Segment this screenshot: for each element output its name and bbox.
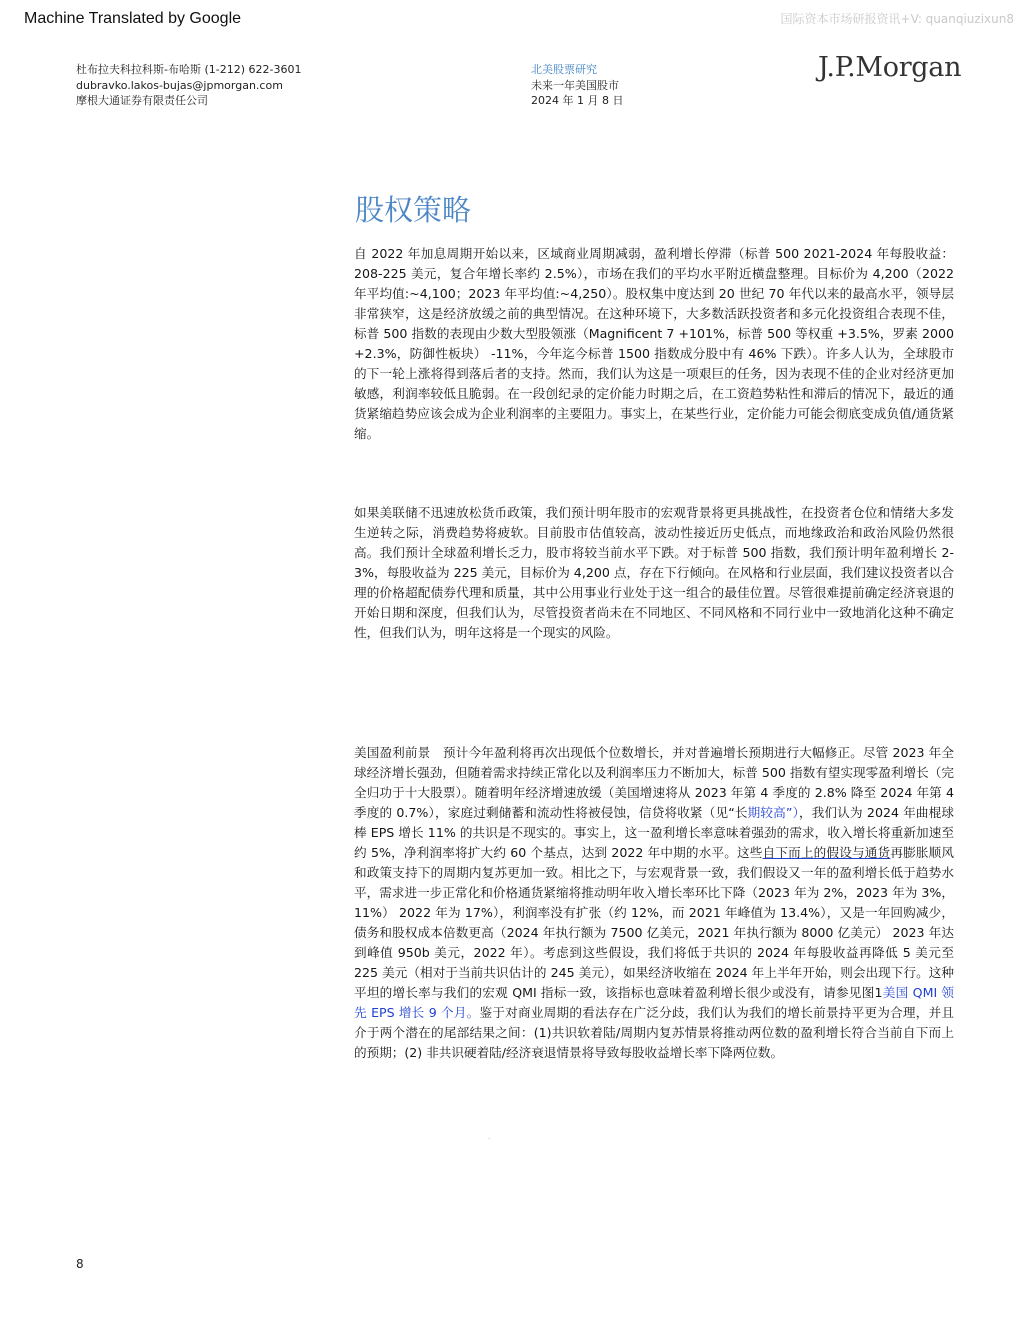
- link-higher-for-longer[interactable]: 期较高”）: [747, 805, 800, 820]
- stray-mark: .: [488, 1132, 491, 1141]
- section-title: 股权策略: [355, 193, 472, 227]
- body-paragraph-1: 自 2022 年加息周期开始以来，区域商业周期减弱，盈利增长停滞（标普 500 2021-2024 年每股收益：208-225 美元，复合年增长率约 2.5%），市场在我们的平均水平附近横盘整理。目标价为 4,200（2022 年平均值:~4,100；2023 年平均值:~4,250）。股权集中度达到 20 世纪 70 年代以来的最高水平，领导层非常狭窄，这是经济放缓之前的典型情况。在这种环境下，大多数活跃投资者和多元化投资组合表现不佳，标普 500 指数的表现由少数大型股领涨（Magnificent 7 +101%，标普 500 等权重 +3.5%，罗素 2000 +2.3%，防御性板块） -11%，今年迄今标普 1500 指数成分股中有 46% 下跌）。许多人认为，全球股市的下一轮上涨将得到落后者的支持。然而，我们认为这是一项艰巨的任务，因为表现不佳的企业对经济更加敏感，利润率较低且脆弱。在一段创纪录的定价能力时期之后，在工资趋势粘性和滞后的情况下，最近的通货紧缩趋势应该会成为企业利润率的主要阻力。事实上，在某些行业，定价能力可能会彻底变成负值/通货紧缩。: [354, 246, 954, 441]
- paragraph-text: 美国盈利前景 预计今年盈利将再次出现低个位数增长，并对普遍增长预期进行大幅修正。尽管 2023 年全球经济增长强劲，但随着需求持续正常化以及利润率压力不断加大，标普 500 指数有望实现零盈利增长（完全归功于十大股票）。随着明年经济增速放缓（美国增速将从 2023 年第 4 季度的 2.8% 降至 2024 年第 4 季度的 0.7%），家庭过剩储蓄和流动性将被侵蚀，信贷将收紧（见“长: [354, 745, 954, 820]
- author-name-phone: 杜布拉夫科拉科斯-布哈斯 (1-212) 622-3601: [76, 63, 302, 76]
- link-figure-qmi-eps[interactable]: 美国 QMI 领先 EPS 增长 9 个月。: [354, 985, 955, 1020]
- report-info-block: [531, 62, 623, 109]
- report-title: 未来一年美国股市: [531, 78, 619, 92]
- paragraph-text: 再膨胀顺风和政策支持下的周期内复苏更加一致。相比之下，与宏观背景一致，我们假设又一年的盈利增长低于趋势水平，需求进一步正常化和价格通货紧缩将推动明年收入增长率环比下降（2023 年为 2%，2023 年为 3%，11%） 2022 年为 17%），利润率没有扩张（约 12%，而 2021 年峰值为 13.4%），又是一年回购减少，债务和股权成本倍数更高（2024 年执行额为 7500 亿美元，2021 年执行额为 8000 亿美元） 2023 年达到峰值 950b 美元，2022 年）。考虑到这些假设，我们将低于共识的 2024 年每股收益再降低 5 美元至 225 美元（相对于当前共识估计的 245 美元），如果经济收缩在 2024 年上半年开始，则会出现下行。这种平坦的增长率与我们的宏观 QMI 指标一致，该指标也意味着盈利增长很少或没有，请参见图1: [354, 845, 955, 1000]
- report-date: 2024 年 1 月 8 日: [531, 94, 624, 107]
- author-company: 摩根大通证券有限责任公司: [76, 94, 208, 107]
- paragraph-text: ，我们认为 2024 年曲棍球棒 EPS 增长 11% 的共识是不现实的。事实上，这一盈利增长率意味着强劲的需求，收入增长将重新加速至约 5%，净利润率将扩大约 60 个基点，达到 2022 年中期的水平。这些: [354, 805, 954, 860]
- author-email[interactable]: dubravko.lakos-bujas@jpmorgan.com: [76, 78, 283, 92]
- page-number: 8: [76, 1257, 84, 1271]
- jpmorgan-logo: J.P.Morgan: [818, 52, 962, 83]
- watermark-text: 国际资本市场研报资讯+V: quanqiuzixun8: [780, 12, 1014, 26]
- body-paragraph-3: [354, 743, 954, 1063]
- machine-translation-banner: Machine Translated by Google: [24, 10, 242, 27]
- report-category: 北美股票研究: [531, 63, 597, 76]
- body-paragraph-2: 如果美联储不迅速放松货币政策，我们预计明年股市的宏观背景将更具挑战性，在投资者仓位和情绪大多发生逆转之际，消费趋势将疲软。目前股市估值较高，波动性接近历史低点，而地缘政治和政治风险仍然很高。我们预计全球盈利增长乏力，股市将较当前水平下跌。对于标普 500 指数，我们预计明年盈利增长 2-3%，每股收益为 225 美元，目标价为 4,200 点，存在下行倾向。在风格和行业层面，我们建议投资者以合理的价格超配债券代理和质量，其中公用事业行业处于这一组合的最佳位置。尽管很难提前确定经济衰退的开始日期和深度，但我们认为，尽管投资者尚未在不同地区、不同风格和不同行业中一致地消化这种不确定性，但我们认为，明年这将是一个现实的风险。: [354, 505, 954, 640]
- author-block: [76, 62, 301, 109]
- link-bottom-up-assumptions[interactable]: 自下而上的假设与通货: [762, 845, 891, 860]
- paragraph-text: 鉴于对商业周期的看法存在广泛分歧，我们认为我们的增长前景持平更为合理，并且介于两个潜在的尾部结果之间：(1)共识软着陆/周期内复苏情景将推动两位数的盈利增长符合当前自下而上的预期；(2) 非共识硬着陆/经济衰退情景将导致每股收益增长率下降两位数。: [354, 1005, 955, 1060]
